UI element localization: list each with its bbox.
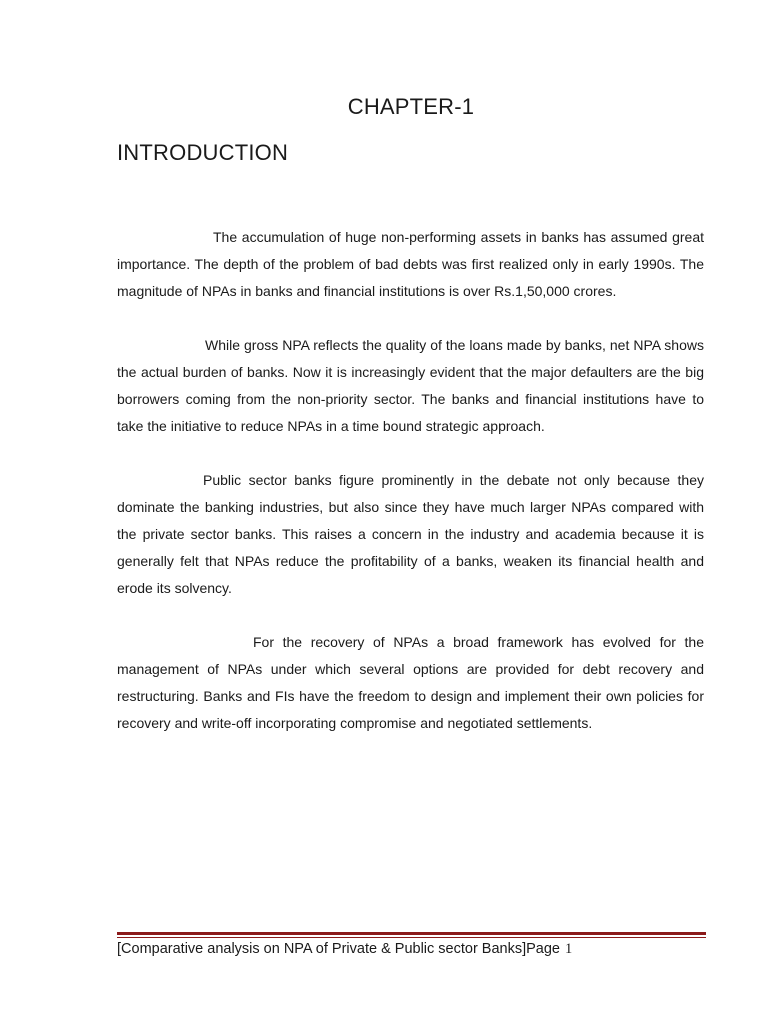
page-footer — [117, 941, 572, 958]
page-number: 1 — [565, 941, 573, 957]
paragraph-text: For the recovery of NPAs a broad framework has evolved for the management of NPAs under which several options are provided for debt recovery and restructuring. Banks and FIs have the freedom to design and implement their own policies for recovery and write-off incorporating compromise and negotiated settlements. — [117, 634, 704, 731]
chapter-heading: CHAPTER-1 — [347, 94, 475, 119]
footer-text: [Comparative analysis on NPA of Private & Public sector Banks]Page — [117, 941, 565, 957]
footer-rule-thick — [117, 932, 706, 935]
paragraph — [117, 332, 704, 440]
paragraph — [117, 467, 704, 602]
paragraph — [117, 629, 704, 737]
paragraph-text: The accumulation of huge non-performing assets in banks has assumed great importance. The depth of the problem of bad debts was first realized only in early 1990s. The magnitude of NPAs in banks and financial institutions is over Rs.1,50,000 crores. — [117, 229, 704, 299]
paragraph — [117, 224, 704, 305]
paragraph-text: Public sector banks figure prominently in the debate not only because they dominate the banking industries, but also since they have much larger NPAs compared with the private sector banks. This raises a concern in the industry and academia because it is generally felt that NPAs reduce the profitability of a banks, weaken its financial health and erode its solvency. — [117, 472, 704, 596]
section-title: INTRODUCTION — [117, 140, 289, 165]
body-text — [117, 224, 704, 764]
footer-rule-thin — [117, 937, 706, 938]
paragraph-text: While gross NPA reflects the quality of the loans made by banks, net NPA shows the actual burden of banks. Now it is increasingly evident that the major defaulters are the big borrowers coming from the non-priority sector. The banks and financial institutions have to take the initiative to reduce NPAs in a time bound strategic approach. — [117, 337, 704, 434]
